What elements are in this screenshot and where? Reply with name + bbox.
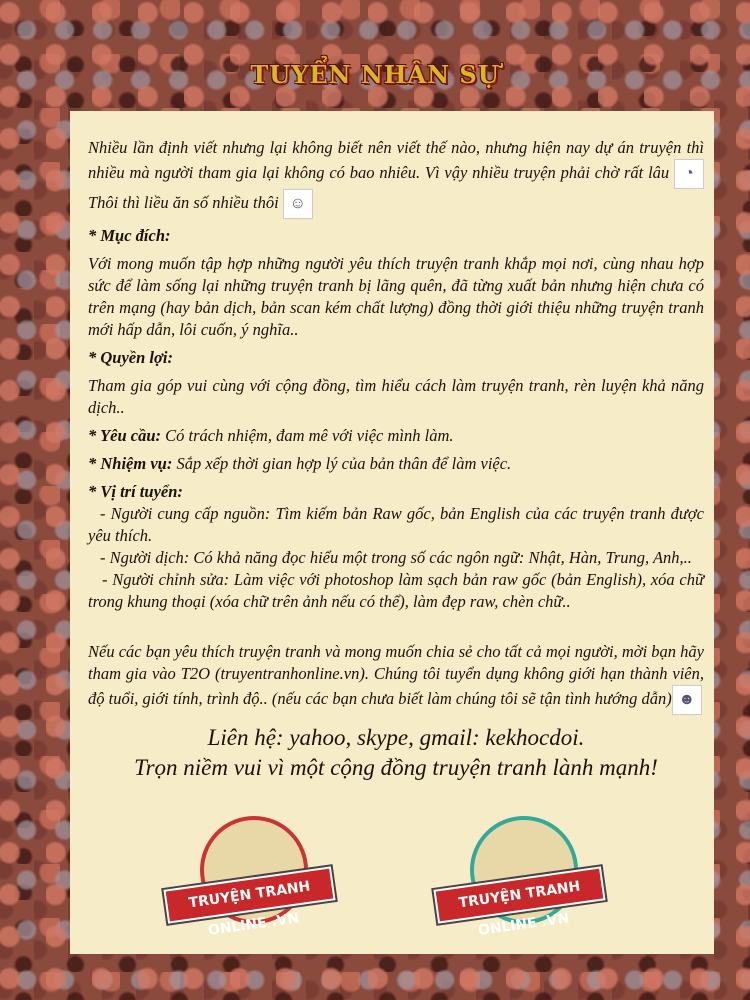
- position-item: - Người dịch: Có khả năng đọc hiểu một trong số các ngôn ngữ: Nhật, Hàn, Trung, Anh,..: [100, 548, 692, 567]
- emoticon-sweat-icon: ◔: [674, 159, 704, 189]
- benefits-heading: * Quyền lợi:: [88, 348, 173, 367]
- position-item: - Người chỉnh sửa: Làm việc với photoshop làm sạch bản raw gốc (bản English), xóa chữ trong khung thoại (xóa chữ trên ảnh nếu có thể), làm đẹp raw, chèn chữ..: [88, 570, 704, 611]
- requirements-text: Có trách nhiệm, đam mê với việc mình làm.: [165, 426, 454, 445]
- intro: [88, 137, 704, 219]
- requirements-heading: * Yêu cầu:: [88, 426, 162, 445]
- page-title: TUYỂN NHÂN SỰ: [250, 60, 500, 89]
- slogan: Trọn niềm vui vì một cộng đồng truyện tranh lành mạnh!: [134, 755, 658, 780]
- logo-text: TRUYỆN TRANH ONLINE .VN: [163, 866, 335, 923]
- logo-clown: [435, 816, 605, 946]
- purpose-text: Với mong muốn tập hợp những người yêu thích truyện tranh khắp mọi nơi, cùng nhau hợp sức để làm sống lại những truyện tranh bị lãng quên, đã từng xuất bản nhưng hiện chưa có trên mạng (hay bản dịch, bản scan kém chất lượng) đồng thời giới thiệu những truyện tranh mới hấp dẫn, lôi cuốn, ý nghĩa..: [88, 254, 704, 339]
- logo-doraemon: [165, 816, 335, 946]
- positions-heading: * Vị trí tuyển:: [88, 482, 183, 501]
- benefits-text: Tham gia góp vui cùng với cộng đồng, tìm hiểu cách làm truyện tranh, rèn luyện khả năng dịch..: [88, 376, 704, 417]
- closing-text: Nếu các bạn yêu thích truyện tranh và mong muốn chia sẻ cho tất cả mọi người, mời bạn hãy tham gia vào T2O (truyentranhonline.vn). Chúng tôi tuyển dụng không giới hạn thành viên, độ tuổi, giới tính, trình độ.. (nếu các bạn chưa biết làm chúng tôi sẽ tận tình hướng dẫn): [88, 642, 704, 708]
- intro-text: Nhiều lần định viết nhưng lại không biết nên viết thế nào, nhưng hiện nay dự án truyện thì nhiều mà người tham gia lại không có bao nhiêu. Vì vậy nhiều truyện phải chờ rất lâu: [88, 138, 704, 182]
- emoticon-grin-icon: ☻: [672, 685, 702, 715]
- duties-heading: * Nhiệm vụ:: [88, 454, 173, 473]
- contact-info: Liên hệ: yahoo, skype, gmail: kekhocdoi.: [207, 725, 585, 750]
- duties-text: Sắp xếp thời gian hợp lý của bản thân để làm việc.: [176, 454, 512, 473]
- emoticon-ghost-icon: ☺: [283, 189, 313, 219]
- purpose-heading: * Mục đích:: [88, 226, 171, 245]
- intro-text-2: Thôi thì liều ăn số nhiều thôi: [88, 192, 279, 212]
- logo-text: TRUYỆN TRANH ONLINE .VN: [433, 866, 605, 923]
- content-panel: [70, 111, 714, 954]
- position-item: - Người cung cấp nguồn: Tìm kiếm bản Raw gốc, bản English của các truyện tranh được yêu thích.: [88, 504, 704, 545]
